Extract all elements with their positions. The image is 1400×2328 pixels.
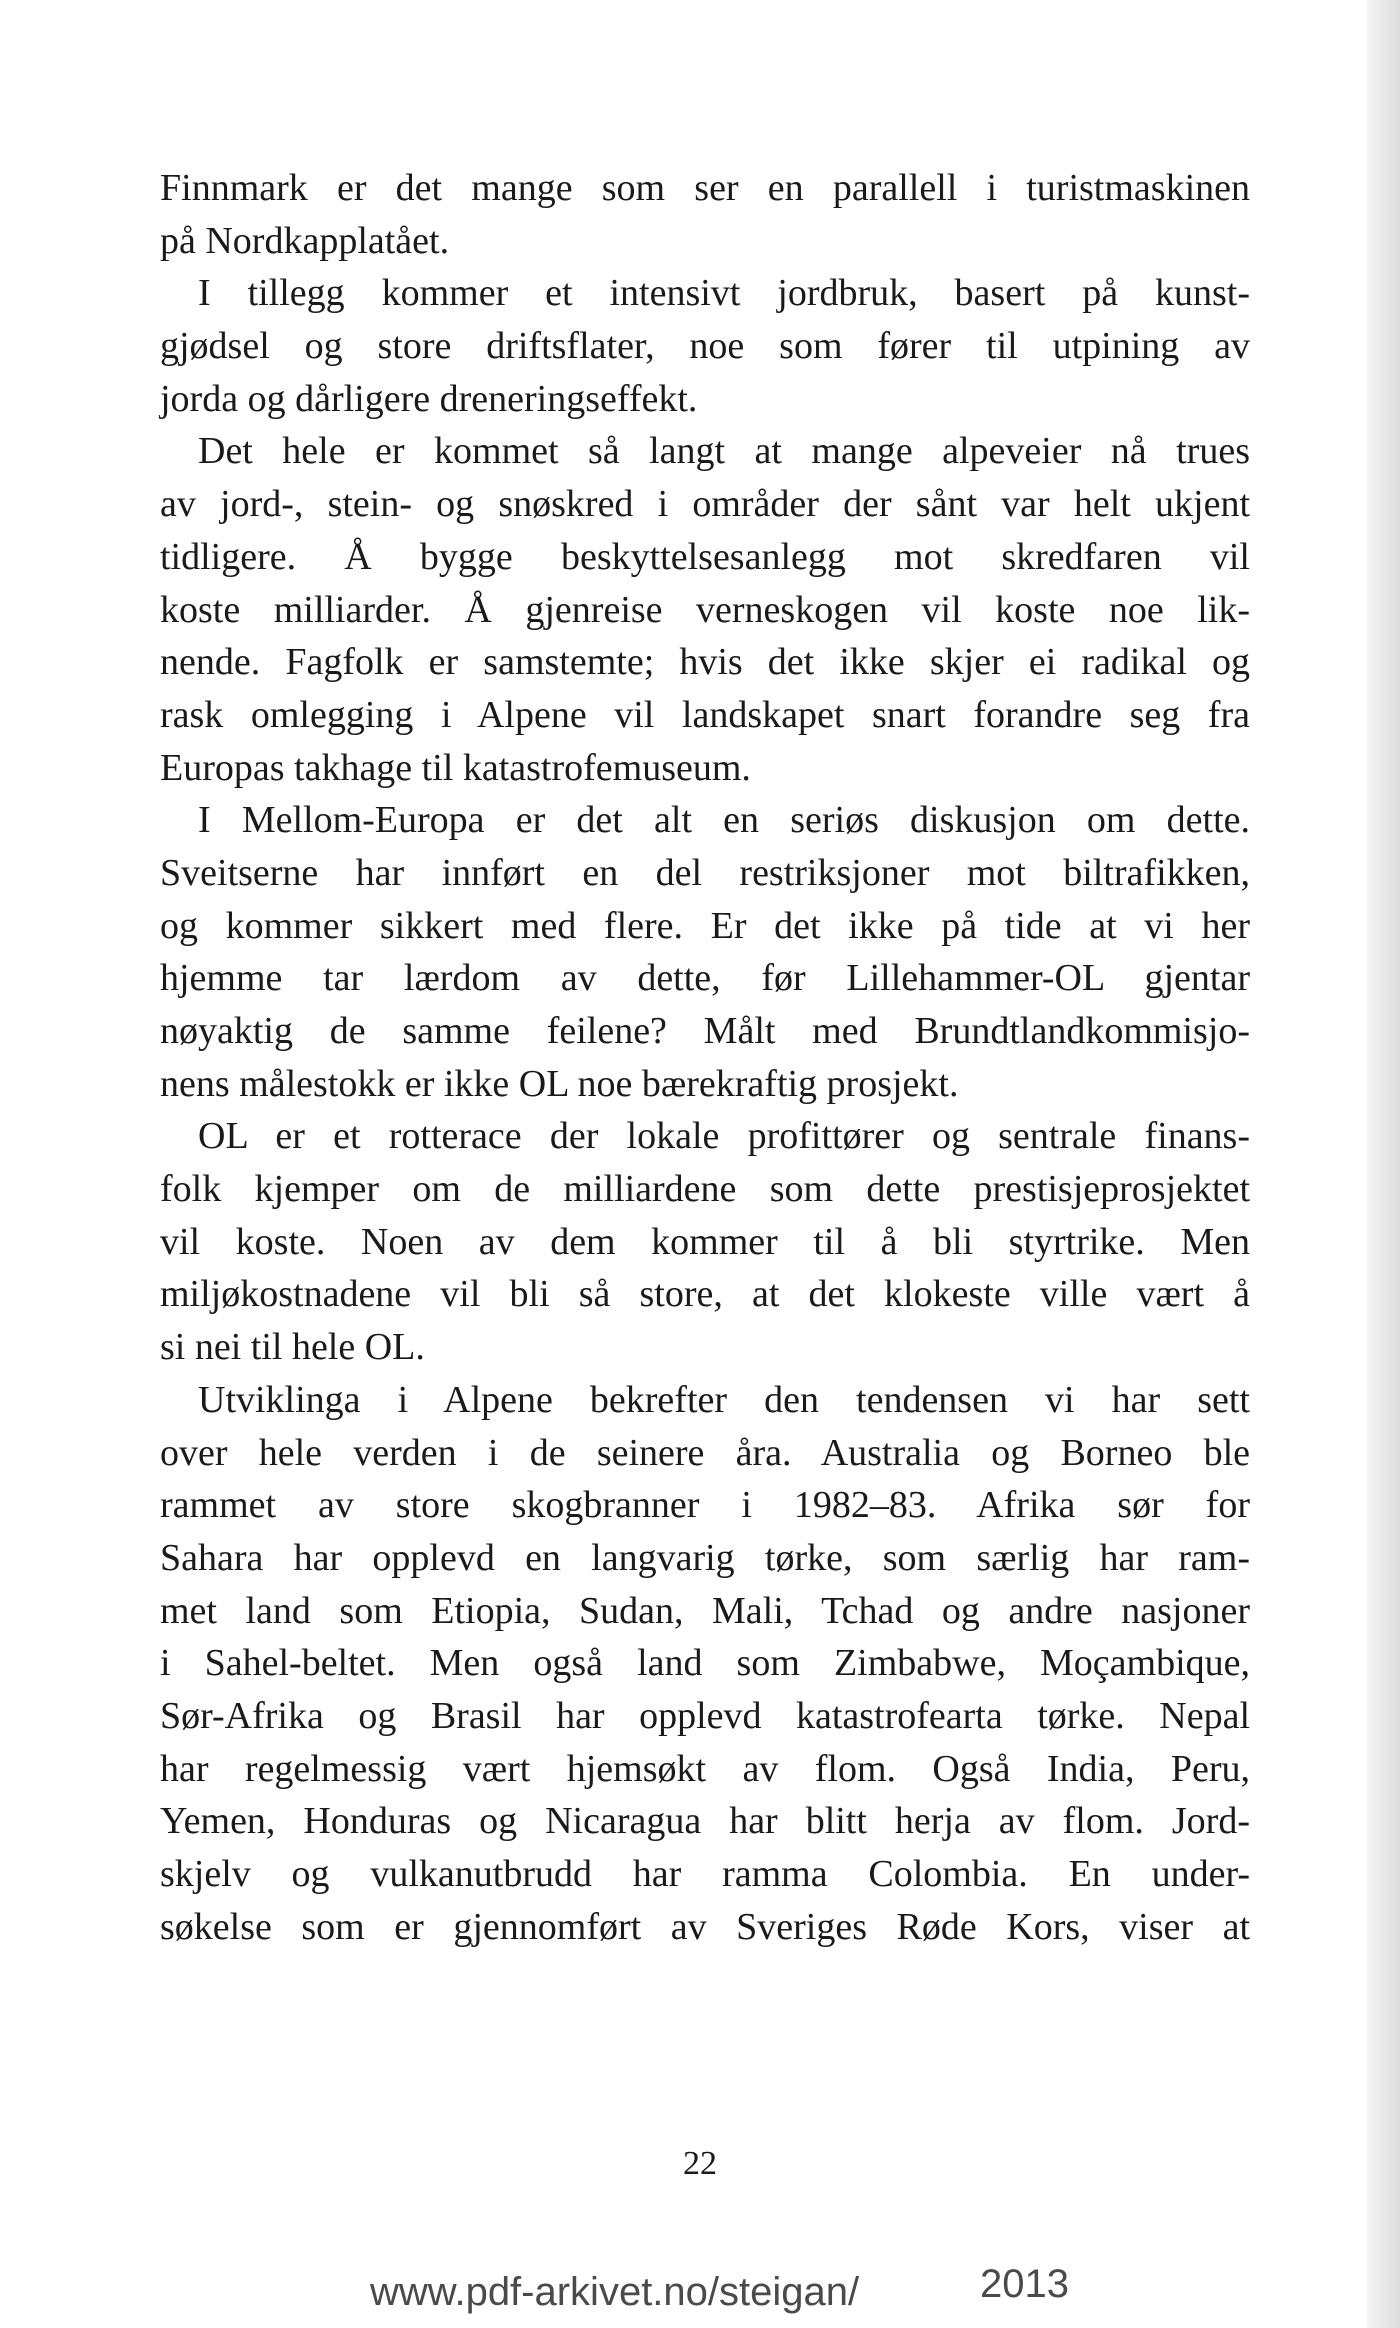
text-line: rammet av store skogbranner i 1982–83. Afrika sør for: [160, 1484, 1250, 1527]
text-line: I tillegg kommer et intensivt jordbruk, basert på kunst-: [198, 272, 1250, 315]
text-line: folk kjemper om de milliardene som dette prestisjeprosjektet: [160, 1168, 1250, 1211]
text-line: vil koste. Noen av dem kommer til å bli styrtrike. Men: [160, 1220, 1250, 1263]
text-line: Yemen, Honduras og Nicaragua har blitt herja av flom. Jord-: [160, 1800, 1250, 1843]
text-line: met land som Etiopia, Sudan, Mali, Tchad og andre nasjoner: [160, 1589, 1250, 1632]
text-line: tidligere. Å bygge beskyttelsesanlegg mot skredfaren vil: [160, 535, 1250, 578]
page-number: 22: [683, 2145, 717, 2182]
text-line: skjelv og vulkanutbrudd har ramma Colombia. En under-: [160, 1853, 1250, 1895]
text-line: Finnmark er det mange som ser en parallell i turistmaskinen: [160, 167, 1250, 209]
text-line: nende. Fagfolk er samstemte; hvis det ikke skjer ei radikal og: [160, 641, 1250, 684]
text-line: Sør-Afrika og Brasil har opplevd katastrofearta tørke. Nepal: [160, 1694, 1250, 1737]
text-line: Europas takhage til katastrofemuseum.: [160, 746, 751, 789]
text-line: nøyaktig de samme feilene? Målt med Brundtlandkommisjo-: [160, 1010, 1250, 1052]
text-line: Utviklinga i Alpene bekrefter den tendensen vi har sett: [198, 1378, 1250, 1421]
text-line: si nei til hele OL.: [160, 1326, 425, 1369]
text-line: i Sahel-beltet. Men også land som Zimbabwe, Moçambique,: [160, 1642, 1250, 1685]
text-line: miljøkostnadene vil bli så store, at det klokeste ville vært å: [160, 1273, 1250, 1316]
text-line: av jord-, stein- og snøskred i områder der sånt var helt ukjent: [160, 483, 1250, 526]
footer-year: 2013: [980, 2262, 1069, 2306]
text-line: koste milliarder. Å gjenreise verneskogen vil koste noe lik-: [160, 588, 1250, 631]
text-line: gjødsel og store driftsflater, noe som fører til utpining av: [160, 325, 1250, 368]
text-line: I Mellom-Europa er det alt en seriøs diskusjon om dette.: [198, 799, 1250, 842]
text-line: rask omlegging i Alpene vil landskapet snart forandre seg fra: [160, 693, 1250, 736]
footer-url: www.pdf-arkivet.no/steigan/: [370, 2270, 860, 2314]
body-text: [160, 162, 1250, 1953]
text-line: og kommer sikkert med flere. Er det ikke på tide at vi her: [160, 904, 1250, 947]
text-line: hjemme tar lærdom av dette, før Lillehammer-OL gjentar: [160, 957, 1250, 1000]
text-line: Sahara har opplevd en langvarig tørke, som særlig har ram-: [160, 1536, 1250, 1579]
text-line: over hele verden i de seinere åra. Australia og Borneo ble: [160, 1431, 1250, 1474]
text-line: jorda og dårligere dreneringseffekt.: [160, 377, 698, 420]
text-line: Sveitserne har innført en del restriksjoner mot biltrafikken,: [160, 851, 1250, 894]
text-line: nens målestokk er ikke OL noe bærekraftig prosjekt.: [160, 1062, 959, 1105]
text-line: på Nordkapplatået.: [160, 219, 450, 262]
text-line: har regelmessig vært hjemsøkt av flom. Også India, Peru,: [160, 1747, 1250, 1790]
text-line: OL er et rotterace der lokale profittører og sentrale finans-: [198, 1115, 1250, 1158]
text-line: søkelse som er gjennomført av Sveriges Røde Kors, viser at: [160, 1905, 1250, 1948]
text-line: Det hele er kommet så langt at mange alpeveier nå trues: [198, 430, 1250, 473]
page-edge-shadow: [1367, 0, 1400, 2328]
